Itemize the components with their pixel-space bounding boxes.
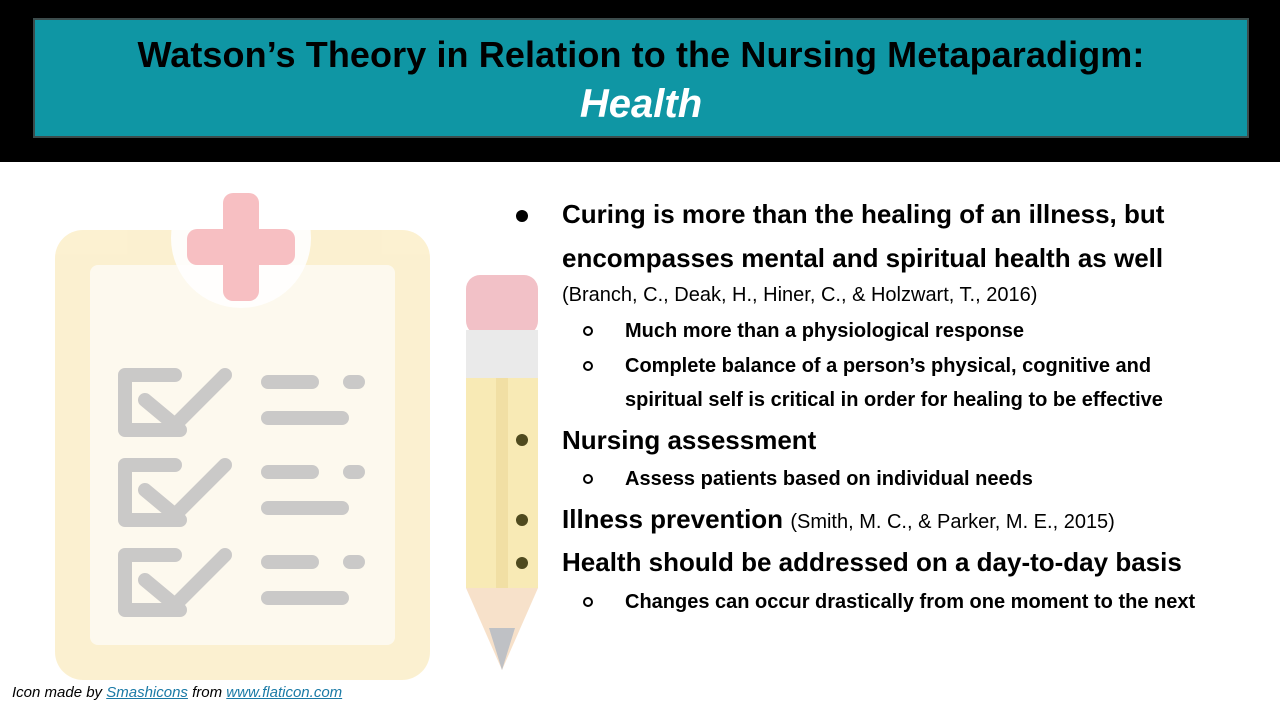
bullet-1-line-2: encompasses mental and spiritual health as well: [562, 243, 1164, 273]
icon-credit: [12, 684, 342, 701]
header-band: [0, 0, 1280, 162]
bullet-3: [562, 497, 1115, 544]
sub-bullet-circle: [583, 474, 593, 484]
bullet-dot: [516, 210, 528, 222]
bullet-1-sub-1: Much more than a physiological response: [625, 320, 1024, 342]
bullet-1-citation: (Branch, C., Deak, H., Hiner, C., & Holzwart, T., 2016): [562, 284, 1038, 306]
bullet-dot: [516, 434, 528, 446]
sub-bullet-circle: [583, 326, 593, 336]
slide-subtitle: Health: [579, 82, 703, 126]
credit-prefix: Icon made by: [12, 684, 103, 701]
bullet-1-sub-2-line-1: Complete balance of a person’s physical, cognitive and: [625, 355, 1152, 377]
credit-site-link[interactable]: www.flaticon.com: [226, 684, 343, 701]
credit-middle: from: [192, 684, 223, 701]
sub-bullet-circle: [583, 597, 593, 607]
slide-title: Watson’s Theory in Relation to the Nursing Metaparadigm:: [137, 34, 1145, 75]
bullet-3-text: Illness prevention: [562, 504, 784, 534]
bullet-dot: [516, 557, 528, 569]
clipboard-checklist-icon: [0, 160, 560, 690]
bullet-2-sub-1: Assess patients based on individual needs: [625, 468, 1033, 490]
pencil-icon: [466, 275, 538, 670]
bullet-3-citation: (Smith, M. C., & Parker, M. E., 2015): [790, 511, 1115, 533]
bullet-4: Health should be addressed on a day-to-day basis: [562, 547, 1182, 577]
bullet-4-sub-1: Changes can occur drastically from one moment to the next: [625, 591, 1196, 613]
bullet-1-line-1: Curing is more than the healing of an illness, but: [562, 199, 1165, 229]
sub-bullet-circle: [583, 361, 593, 371]
bullet-dot: [516, 514, 528, 526]
bullet-2: Nursing assessment: [562, 425, 817, 455]
bullet-1-sub-2-line-2: spiritual self is critical in order for healing to be effective: [625, 389, 1163, 411]
title-banner: [33, 18, 1249, 138]
credit-author-link[interactable]: Smashicons: [106, 684, 188, 701]
